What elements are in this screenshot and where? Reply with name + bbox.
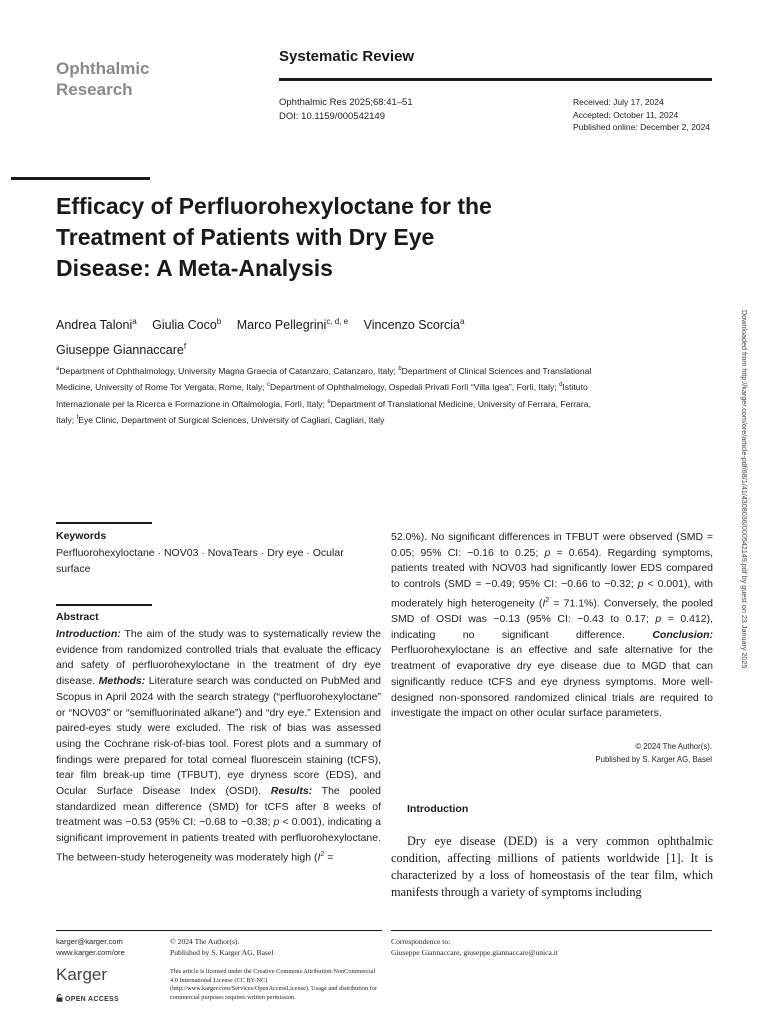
dates-block [573, 96, 710, 134]
footer-rule-left [56, 930, 382, 931]
keywords-text: Perfluorohexyloctane · NOV03 · NovaTears · Dry eye · Ocular surface [56, 547, 344, 575]
abstract-conclusion-label: Conclusion: [652, 628, 713, 641]
author-affil-sup: f [183, 342, 187, 352]
abstract-results-text: The pooled standardized mean difference (SMD) for tCFS after 8 weeks of treatment was −0.53 (95% CI: −0.68 to −0.38; [56, 785, 381, 829]
title-line: Treatment of Patients with Dry Eye [56, 224, 435, 250]
p-symbol: p [637, 578, 644, 591]
keywords-rule [56, 522, 152, 524]
author-name: Marco Pellegrini [236, 318, 327, 333]
section-type: Systematic Review [279, 48, 415, 65]
footer-license: This article is licensed under the Creative Commons Attribution-NonCommercial 4.0 International License (CC BY-NC) (http://www.karger.com/Services/OpenAccessLicense). Usage and distribution for commercial purposes requires written permission. [170, 968, 378, 1002]
footer-published-by: Published by S. Karger AG, Basel [170, 948, 274, 957]
footer-correspondence [391, 936, 558, 958]
p-symbol: p [544, 546, 551, 559]
published-date: Published online: December 2, 2024 [573, 122, 711, 132]
header-rule [279, 78, 712, 81]
author[interactable] [56, 318, 137, 332]
abstract-results-cont: 52.0%). No significant differences in TFBUT were observed (SMD = 0.05; 95% CI: −0.16 to 0.25; [391, 531, 713, 559]
affil-sup: d [559, 382, 563, 389]
doi-link[interactable]: DOI: 10.1159/000542149 [279, 111, 385, 122]
author[interactable] [152, 318, 221, 332]
author[interactable] [237, 318, 348, 332]
abstract-results-label: Results: [270, 785, 313, 798]
footer-web-link[interactable]: www.karger.com/ore [56, 948, 125, 957]
abstract-right-column [391, 530, 713, 722]
introduction-heading: Introduction [407, 803, 469, 815]
citation-block [279, 96, 413, 124]
accepted-date: Accepted: October 11, 2024 [573, 109, 679, 120]
citation: Ophthalmic Res 2025;68:41–51 [279, 97, 413, 108]
abstract-results-text: < 0.001), indicating a significant improvement in patients treated with perfluorohexyloctane. The between-study heterogeneity was moderately high ( [56, 816, 381, 864]
author-name: Giuseppe Giannaccare [56, 343, 184, 358]
footer-copyright [170, 936, 273, 958]
correspondence-contact[interactable]: Giuseppe Giannaccare, giuseppe.giannaccare@unica.it [391, 948, 559, 957]
affil-text: Department of Ophthalmology, University Magna Graecia of Catanzaro, Catanzaro, Italy; [59, 365, 399, 376]
author-affil-sup: b [216, 317, 222, 326]
keywords-heading: Keywords [56, 530, 107, 542]
copyright-line: © 2024 The Author(s). [635, 742, 712, 751]
i2-exponent: 2 [320, 850, 325, 858]
publisher-name: Karger [56, 965, 108, 984]
abstract-conclusion-text: Perfluorohexyloctane is an effective and safe alternative for the treatment of evaporative dry eye disease due to MGD that can significantly reduce tCFS and eye dryness symptoms. More well-designed non-sponsored randomized clinical trials are required to investigate the impact on other ocular surface parameters. [391, 644, 713, 720]
abstract-results-cont: < 0.001), with moderately high heterogeneity ( [391, 578, 713, 610]
abstract-methods-text: Literature search was conducted on PubMed and Scopus in April 2024 with the search strategy (“perfluorohexyloctane” or “NOV03” or “semifluorinated alkane”) and “dry eye.” Extension and paired-eyes study were excluded. The risk of bias was assessed using the Cochrane risk-of-bias tool. Forest plots and a summary of findings were prepared for total corneal fluorescein staining (tCFS), tear film break-up time (TFBUT), eye dryness score (EDS), and Ocular Surface Disease Index (OSDI). [56, 675, 382, 798]
download-note-text: Downloaded from http://karger.com/ore/article-pdf/68/1/41/4308036/000542149.pdf by guest on 23 January 2025 [740, 310, 749, 669]
abstract-results-cont: = 0.412), indicating no significant difference. [391, 613, 714, 641]
footer-copyright-line: © 2024 The Author(s). [170, 937, 240, 946]
author-affil-sup: a [459, 317, 465, 326]
open-access-label: OPEN ACCESS [65, 996, 119, 1003]
abstract-methods-label: Methods: [98, 675, 146, 688]
i2-symbol: I [317, 851, 321, 864]
affil-sup: f [76, 415, 79, 422]
author-list [56, 311, 616, 361]
i2-exponent: 2 [545, 596, 550, 604]
abstract-results-cont: = 71.1%). Conversely, the pooled SMD of OSDI was −0.13 (95% CI: −0.43 to 0.17; [391, 597, 714, 626]
footer-contact [56, 936, 125, 958]
author-affil-sup: c, d, e [326, 317, 349, 326]
journal-logo-line2: Research [56, 80, 133, 99]
affil-sup: a [56, 366, 60, 372]
journal-logo-line1: Ophthalmic [56, 59, 150, 78]
affil-text: Department of Ophthalmology, Ospedali Privati Forlì “Villa Igea”, Forlì, Italy; [269, 382, 560, 393]
affil-sup: b [398, 366, 402, 372]
affil-text: Eye Clinic, Department of Surgical Sciences, University of Cagliari, Cagliari, Italy [78, 415, 385, 426]
introduction-text: Dry eye disease (DED) is a very common ophthalmic condition, affecting millions of patients worldwide [1]. It is characterized by a loss of homeostasis of the tear film, which manifests through a variety of symptoms including [391, 834, 713, 899]
correspondence-label: Correspondence to: [391, 937, 451, 946]
received-date: Received: July 17, 2024 [573, 97, 664, 107]
i2-symbol: I [542, 597, 546, 610]
abstract-rule [56, 604, 152, 606]
p-symbol: p [655, 613, 662, 626]
title-line: Disease: A Meta-Analysis [56, 255, 333, 281]
affil-text: Department of Clinical Sciences and Translational Medicine, University of Rome Tor Vergata, Rome, Italy; [56, 365, 592, 393]
title-rule [11, 177, 150, 180]
published-by-line: Published by S. Karger AG, Basel [595, 755, 712, 764]
footer-rule-right [391, 930, 712, 931]
p-symbol: p [273, 816, 280, 829]
publisher-logo [56, 965, 107, 985]
affil-sup: c [266, 382, 270, 389]
abstract-results-text: = [324, 851, 334, 864]
abstract-results-cont: = 0.654). Regarding symptoms, patients treated with NOV03 had significantly lower EDS compared to controls (SMD = −0.49; 95% CI: −0.66 to −0.32; [391, 546, 714, 591]
abstract-heading: Abstract [56, 611, 99, 623]
open-access-badge [56, 994, 119, 1003]
open-lock-icon [56, 994, 63, 1002]
affil-sup: e [327, 398, 331, 405]
author-affil-sup: a [132, 317, 137, 326]
author-name: Giulia Coco [152, 318, 217, 333]
download-note [738, 310, 748, 740]
abstract-left-column [56, 627, 381, 866]
title-line: Efficacy of Perfluorohexyloctane for the [56, 193, 492, 219]
abstract-copyright [480, 740, 712, 766]
abstract-intro-label: Introduction: [56, 628, 121, 640]
author-name: Vincenzo Scorcia [363, 318, 460, 333]
footer-email-link[interactable]: karger@karger.com [56, 937, 123, 946]
article-title [56, 191, 636, 284]
affiliations [56, 362, 596, 428]
author[interactable] [56, 343, 186, 357]
author[interactable] [364, 318, 465, 332]
journal-logo [56, 58, 186, 100]
affil-text: Department of Translational Medicine, University of Ferrara, Ferrara, Italy; [56, 398, 591, 426]
author-name: Andrea Taloni [56, 318, 133, 333]
abstract-intro-text: The aim of the study was to systematically review the evidence from randomized controlled trials that evaluate the efficacy and safety of perfluorohexyloctane in the treatment of dry eye disease. [56, 628, 381, 688]
affil-text: Istituto Internazionale per la Ricerca e Formazione in Oftalmologia, Forlì, Italy; [56, 382, 588, 409]
